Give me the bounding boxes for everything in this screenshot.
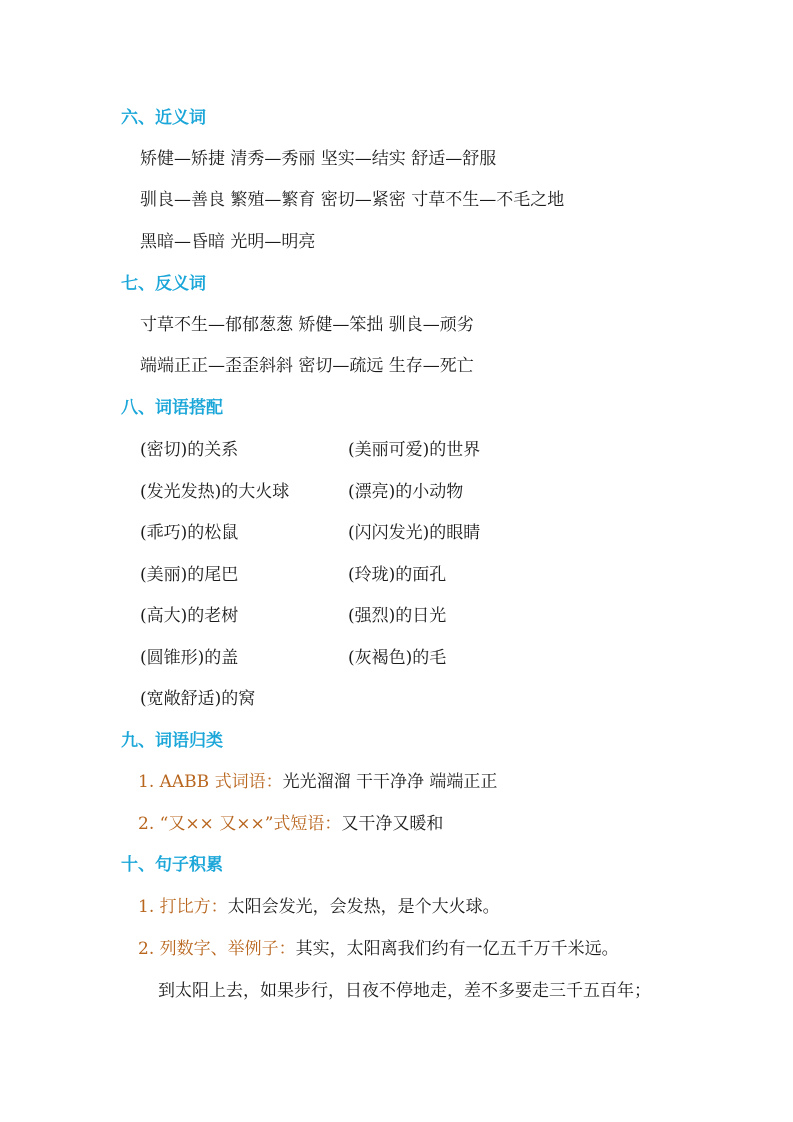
section-heading-synonyms: 六、近义词 (121, 108, 206, 128)
collocation-right-1: (美丽可爱)的世界 (348, 440, 481, 460)
collocation-left-5: (高大)的老树 (140, 606, 239, 626)
section-heading-antonyms: 七、反义词 (121, 274, 206, 294)
classification-text-2: 又干净又暖和 (341, 814, 444, 834)
collocation-left-3: (乖巧)的松鼠 (140, 523, 239, 543)
collocation-right-3: (闪闪发光)的眼睛 (348, 523, 481, 543)
antonym-line-2: 端端正正—歪歪斜斜 密切—疏远 生存—死亡 (140, 356, 474, 376)
section-heading-collocations: 八、词语搭配 (121, 398, 223, 418)
collocation-right-6: (灰褐色)的毛 (348, 648, 447, 668)
classification-item-1 (138, 770, 497, 794)
section-heading-sentence-accumulation: 十、句子积累 (121, 855, 223, 875)
collocation-left-4: (美丽)的尾巴 (140, 565, 239, 585)
collocation-left-7: (宽敞舒适)的窝 (140, 689, 256, 709)
classification-text-1: 光光溜溜 干干净净 端端正正 (282, 772, 498, 792)
collocation-left-6: (圆锥形)的盖 (140, 648, 239, 668)
classification-label-2: 2. “又×× 又××”式短语： (138, 814, 342, 834)
sentence-text-1: 太阳会发光，会发热，是个大火球。 (227, 897, 500, 917)
sentence-label-1: 1. 打比方： (138, 897, 228, 917)
classification-item-2 (138, 812, 443, 836)
sentence-label-2: 2. 列数字、举例子： (138, 939, 296, 959)
collocation-right-5: (强烈)的日光 (348, 606, 447, 626)
synonym-line-2: 驯良—善良 繁殖—繁育 密切—紧密 寸草不生—不毛之地 (140, 190, 565, 210)
section-heading-word-classification: 九、词语归类 (121, 731, 223, 751)
classification-label-1: 1. AABB 式词语： (138, 772, 283, 792)
collocation-right-4: (玲珑)的面孔 (348, 565, 447, 585)
collocation-right-2: (漂亮)的小动物 (348, 482, 464, 502)
antonym-line-1: 寸草不生—郁郁葱葱 矫健—笨拙 驯良—顽劣 (140, 315, 474, 335)
collocation-left-2: (发光发热)的大火球 (140, 482, 290, 502)
collocation-left-1: (密切)的关系 (140, 440, 239, 460)
sentence-text-2: 其实，太阳离我们约有一亿五千万千米远。 (295, 939, 619, 959)
synonym-line-1: 矫健—矫捷 清秀—秀丽 坚实—结实 舒适—舒服 (140, 149, 497, 169)
sentence-continuation: 到太阳上去，如果步行，日夜不停地走，差不多要走三千五百年； (158, 981, 651, 1001)
sentence-item-2 (138, 937, 619, 961)
synonym-line-3: 黑暗—昏暗 光明—明亮 (140, 232, 316, 252)
sentence-item-1 (138, 895, 500, 919)
